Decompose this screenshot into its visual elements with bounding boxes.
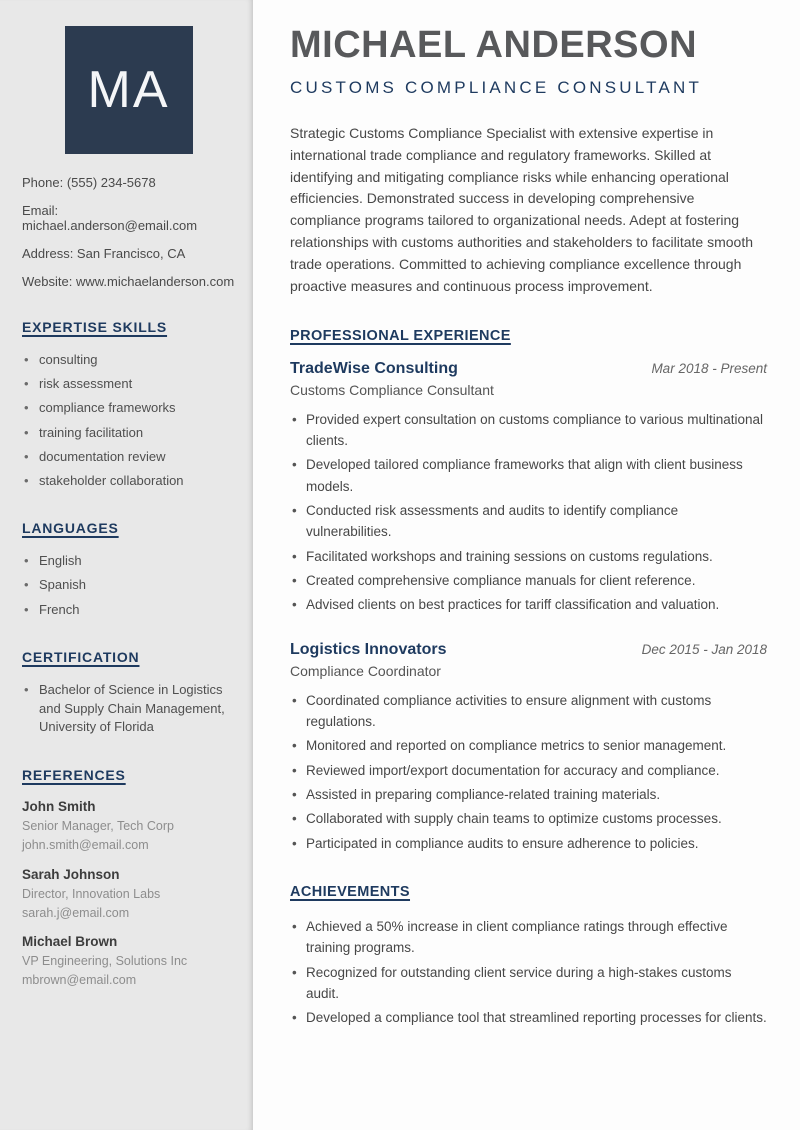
sidebar-heading-expertise-skills: EXPERTISE SKILLS — [22, 319, 168, 335]
summary-paragraph: Strategic Customs Compliance Specialist with extensive expertise in international trade compliance and regulatory frameworks. Skilled at identifying and mitigating compliance risks while enhancing operational efficiencies. Demonstrated success in developing comprehensive compliance programs tailored to organizational needs. Adept at fostering relationships with customs authorities and stakeholders to facilitate smooth trade operations. Committed to achieving compliance excellence through proactive measures and continuous process improvement. — [290, 125, 754, 294]
list-item: • compliance frameworks — [24, 399, 235, 417]
reference-entry — [22, 799, 235, 854]
job-entry — [290, 641, 767, 854]
certification-list — [22, 681, 235, 738]
job-bullet-list — [290, 690, 767, 854]
sidebar-heading-languages: LANGUAGES — [22, 520, 119, 537]
reference-email: sarah.j@email.com — [22, 905, 130, 920]
list-item: • Created comprehensive compliance manuals for client reference. — [290, 570, 767, 591]
list-item: • Developed tailored compliance frameworks that align with client business models. — [290, 454, 767, 497]
list-item: • consulting — [24, 351, 235, 369]
list-item: • Collaborated with supply chain teams to optimize customs processes. — [290, 808, 767, 829]
list-item: • Provided expert consultation on customs compliance to various multinational clients. — [290, 409, 767, 452]
sidebar — [0, 0, 253, 1130]
achievements-list — [290, 916, 767, 1029]
reference-role: Director, Innovation Labs — [22, 886, 161, 901]
list-item: • documentation review — [24, 448, 235, 466]
references-list — [22, 799, 235, 989]
reference-name: Michael Brown — [22, 934, 118, 950]
list-item: • Coordinated compliance activities to ensure alignment with customs regulations. — [290, 690, 767, 733]
list-item: • Participated in compliance audits to ensure adherence to policies. — [290, 833, 767, 854]
job-dates: Mar 2018 - Present — [651, 360, 767, 376]
list-item: • Facilitated workshops and training sessions on customs regulations. — [290, 546, 767, 567]
contact-website: Website: www.michaelanderson.com — [22, 274, 235, 289]
job-role: Customs Compliance Consultant — [290, 381, 494, 398]
list-item: • risk assessment — [24, 375, 235, 393]
list-item: • Achieved a 50% increase in client compliance ratings through effective training programs. — [290, 916, 767, 959]
reference-name: John Smith — [22, 799, 96, 815]
list-item: • Recognized for outstanding client service during a high-stakes customs audit. — [290, 962, 767, 1005]
list-item: • Bachelor of Science in Logistics and Supply Chain Management, University of Florida — [24, 681, 235, 738]
list-item: • French — [24, 601, 235, 619]
reference-entry — [22, 867, 235, 922]
list-item: • Developed a compliance tool that streamlined reporting processes for clients. — [290, 1007, 767, 1028]
list-item: • training facilitation — [24, 424, 235, 442]
sidebar-heading-certification: CERTIFICATION — [22, 648, 140, 665]
list-item: • Spanish — [24, 576, 235, 594]
list-item: • stakeholder collaboration — [24, 472, 235, 490]
job-header — [290, 641, 767, 659]
job-dates: Dec 2015 - Jan 2018 — [641, 641, 767, 657]
list-item: • Monitored and reported on compliance metrics to senior management. — [290, 735, 767, 756]
company-name: Logistics Innovators — [290, 640, 447, 658]
reference-role: Senior Manager, Tech Corp — [22, 819, 174, 834]
contact-info — [22, 175, 235, 289]
monogram-initials: MA — [87, 61, 170, 119]
company-name: TradeWise Consulting — [290, 359, 458, 377]
list-item: • Reviewed import/export documentation for accuracy and compliance. — [290, 760, 767, 781]
job-entry — [290, 360, 767, 616]
section-heading-professional-experience: PROFESSIONAL EXPERIENCE — [290, 327, 511, 344]
section-heading-achievements: ACHIEVEMENTS — [290, 883, 411, 900]
list-item: • Assisted in preparing compliance-related training materials. — [290, 784, 767, 805]
professional-title: CUSTOMS COMPLIANCE CONSULTANT — [290, 78, 703, 97]
reference-email: mbrown@email.com — [22, 973, 137, 988]
page-title: MICHAEL ANDERSON — [290, 24, 698, 66]
expertise-skills-list — [22, 351, 235, 490]
reference-email: john.smith@email.com — [22, 838, 149, 853]
contact-address: Address: San Francisco, CA — [22, 246, 186, 261]
sidebar-heading-references: REFERENCES — [22, 767, 126, 784]
monogram-avatar — [65, 26, 193, 154]
reference-entry — [22, 934, 235, 989]
main-content — [253, 0, 800, 1029]
list-item: • Conducted risk assessments and audits to identify compliance vulnerabilities. — [290, 500, 767, 543]
languages-list — [22, 552, 235, 619]
reference-role: VP Engineering, Solutions Inc — [22, 954, 188, 969]
job-role: Compliance Coordinator — [290, 662, 441, 679]
job-header — [290, 360, 767, 378]
list-item: • Advised clients on best practices for tariff classification and valuation. — [290, 594, 767, 615]
contact-email: Email: michael.anderson@email.com — [22, 203, 198, 233]
reference-name: Sarah Johnson — [22, 866, 120, 882]
job-bullet-list — [290, 409, 767, 616]
list-item: • English — [24, 552, 235, 570]
contact-phone: Phone: (555) 234-5678 — [22, 175, 156, 190]
achievements-section — [290, 884, 767, 1029]
